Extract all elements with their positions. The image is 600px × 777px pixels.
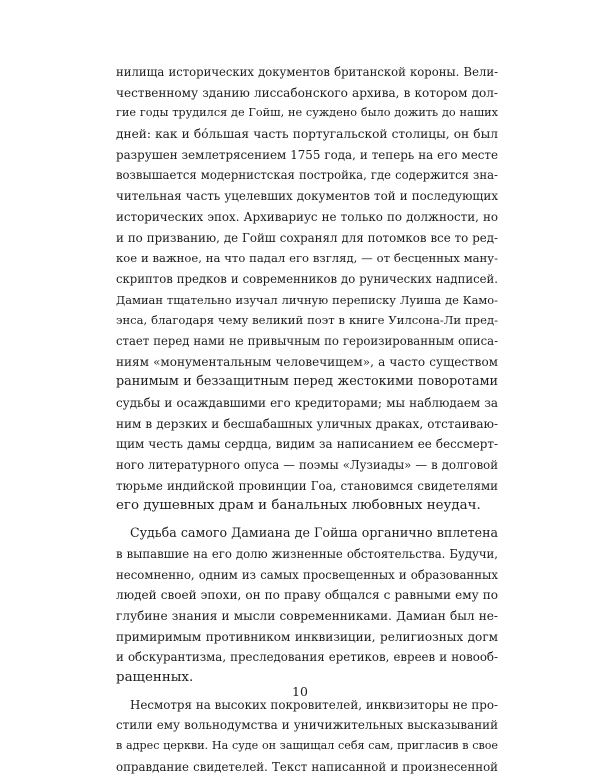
text-line: Несмотря на высоких покровителей, инквизиторы не про-: [130, 697, 498, 712]
text-line: в адрес церкви. На суде он защищал себя сам, пригласив в свое: [116, 739, 498, 752]
paragraph-2: [116, 523, 498, 689]
text-line: щим честь дамы сердца, видим за написанием ее бессмерт-: [116, 437, 498, 452]
text-line: нилища исторических документов британской короны. Вели-: [116, 65, 498, 79]
text-line: гие годы трудился де Гойш, не суждено было дожить до наших: [116, 106, 498, 120]
text-line: и по призванию, де Гойш сохранял для потомков все то ред-: [116, 230, 498, 245]
body-text: [116, 62, 498, 777]
text-line: ращенных.: [116, 669, 194, 685]
paragraph-1: [116, 62, 498, 517]
text-line: чительная часть уцелевших документов той и последующих: [116, 189, 498, 204]
text-line: ним в дерзких и бесшабашных уличных драках, отстаиваю-: [116, 416, 498, 431]
page-number: 10: [292, 684, 308, 699]
text-line: возвышается модернистская постройка, где содержится зна-: [116, 168, 498, 183]
text-line: ранимым и беззащитным перед жестокими поворотами: [116, 374, 498, 390]
text-line: примиримым противником инквизиции, религиозных догм: [116, 629, 498, 644]
text-line: ниям «монументальным человечищем», а часто существом: [116, 354, 498, 369]
text-line: ного литературного опуса — поэмы «Лузиады» — в долговой: [116, 458, 498, 473]
text-line: стили ему вольнодумства и уничижительных высказываний: [116, 718, 498, 733]
text-line: Судьба самого Дамиана де Гойша органично вплетена: [130, 525, 498, 541]
text-line: судьбы и осаждавшими его кредиторами; мы наблюдаем за: [116, 396, 498, 410]
text-line: чественному зданию лиссабонского архива, в котором дол-: [116, 85, 498, 100]
text-line: людей своей эпохи, он по праву общался с равными ему по: [116, 588, 498, 603]
text-line: тюрьме индийской провинции Гоа, становимся свидетелями: [116, 478, 498, 493]
text-line: Дамиан тщательно изучал личную переписку Луиша де Камо-: [116, 292, 498, 307]
text-line: исторических эпох. Архивариус не только по должности, но: [116, 209, 498, 224]
text-line: в выпавшие на его долю жизненные обстоятельства. Будучи,: [116, 546, 498, 561]
text-line: несомненно, одним из самых просвещенных и образованных: [116, 567, 498, 582]
text-line: энса, благодаря чему великий поэт в книге Уилсона-Ли пред-: [116, 313, 498, 328]
text-line: глубине знания и мысли современниками. Дамиан был не-: [116, 608, 498, 623]
paragraph-3: [116, 695, 498, 777]
text-line: разрушен землетрясением 1755 года, и теперь на его месте: [116, 147, 498, 162]
text-line: оправдание свидетелей. Текст написанной и произнесенной: [116, 759, 498, 774]
text-line: кое и важное, на что падал его взгляд, — от бесценных ману-: [116, 251, 498, 266]
text-line: дней: как и бóльшая часть португальской столицы, он был: [116, 127, 498, 142]
text-line: его душевных драм и банальных любовных неудач.: [116, 498, 481, 514]
text-line: и обскурантизма, преследования еретиков, евреев и новооб-: [116, 650, 498, 665]
text-line: скриптов предков и современников до рунических надписей.: [116, 271, 498, 286]
text-line: стает перед нами не привычным по героизированным описа-: [116, 333, 498, 348]
